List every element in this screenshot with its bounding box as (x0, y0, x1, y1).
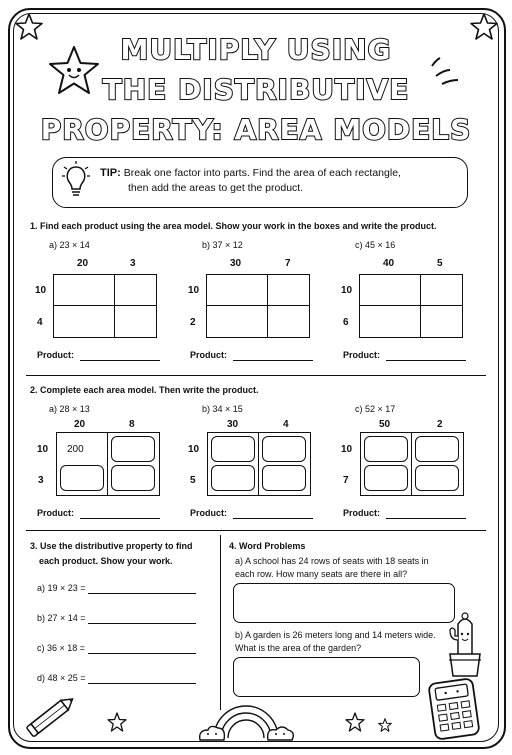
product-answer-line[interactable] (386, 518, 466, 519)
answer-line[interactable] (88, 653, 196, 654)
star-icon (378, 718, 392, 732)
problem-1c-label: c) 45 × 16 (355, 240, 396, 250)
answer-line[interactable] (88, 623, 196, 624)
part3-heading-line-1: 3. Use the distributive property to find (30, 541, 193, 551)
problem-2b-label: b) 34 × 15 (202, 404, 243, 414)
problem-2a-label: a) 28 × 13 (49, 404, 90, 414)
title-line-3: PROPERTY: AREA MODELS (40, 113, 472, 146)
part3-heading-line-2: each product. Show your work. (39, 556, 173, 566)
answer-box[interactable] (111, 436, 155, 462)
top-label: 5 (437, 258, 443, 269)
product-label: Product: (190, 350, 227, 360)
tip-text (100, 165, 460, 181)
problem-1a-label: a) 23 × 14 (49, 240, 90, 250)
area-model-grid (53, 274, 157, 338)
side-label: 3 (38, 475, 44, 486)
top-label: 30 (227, 419, 239, 430)
title-line-2: THE DISTRIBUTIVE (102, 73, 410, 106)
pencil-icon (24, 690, 80, 740)
side-label: 10 (341, 285, 353, 296)
part2-heading: 2. Complete each area model. Then write the product. (30, 385, 259, 395)
title-line-1: MULTIPLY USING (120, 33, 392, 66)
top-label: 20 (77, 258, 89, 269)
side-label: 6 (343, 317, 349, 328)
side-label: 10 (37, 444, 49, 455)
product-answer-line[interactable] (233, 518, 313, 519)
tip-line-1: Break one factor into parts. Find the area of each rectangle, (123, 167, 401, 179)
answer-box[interactable] (415, 465, 459, 491)
product-answer-line[interactable] (80, 518, 160, 519)
section-divider (26, 530, 486, 531)
given-area-value: 200 (67, 444, 84, 455)
top-label: 3 (130, 258, 136, 269)
product-label: Product: (37, 508, 74, 518)
side-label: 5 (190, 475, 196, 486)
product-answer-line[interactable] (233, 360, 313, 361)
star-face-icon (46, 44, 102, 100)
calculator-icon (428, 678, 482, 740)
side-label: 2 (190, 317, 196, 328)
product-label: Product: (37, 350, 74, 360)
area-model-grid (359, 274, 463, 338)
part1-heading: 1. Find each product using the area model. Show your work in the boxes and write the product. (30, 221, 437, 231)
section-divider (26, 375, 486, 376)
sparkle-icon (428, 56, 464, 86)
product-label: Product: (190, 508, 227, 518)
product-label: Product: (343, 350, 380, 360)
side-label: 10 (188, 444, 200, 455)
side-label: 4 (37, 317, 43, 328)
answer-box[interactable] (111, 465, 155, 491)
tip-label: TIP: (100, 167, 121, 179)
product-answer-line[interactable] (386, 360, 466, 361)
top-label: 40 (383, 258, 395, 269)
problem-2c-label: c) 52 × 17 (355, 404, 396, 414)
answer-line[interactable] (88, 683, 196, 684)
top-label: 50 (379, 419, 391, 430)
tip-line-2: then add the areas to get the product. (128, 182, 304, 194)
side-label: 10 (35, 285, 47, 296)
part3-item-b: b) 27 × 14 = (37, 613, 86, 623)
part3-item-c: c) 36 × 18 = (37, 643, 86, 653)
part3-item-a: a) 19 × 23 = (37, 583, 86, 593)
answer-box[interactable] (364, 465, 408, 491)
lightbulb-icon (62, 161, 90, 201)
star-icon (345, 712, 365, 732)
word-problem-b-line-2: What is the area of the garden? (235, 643, 362, 653)
top-label: 20 (74, 419, 86, 430)
top-label: 7 (285, 258, 291, 269)
product-label: Product: (343, 508, 380, 518)
answer-box[interactable] (211, 436, 255, 462)
problem-1b-label: b) 37 × 12 (202, 240, 243, 250)
word-problem-a-line-1: a) A school has 24 rows of seats with 18 seats in (235, 556, 429, 566)
answer-box[interactable] (233, 657, 420, 697)
part3-item-d: d) 48 × 25 = (37, 673, 86, 683)
answer-box[interactable] (364, 436, 408, 462)
part4-heading: 4. Word Problems (229, 541, 306, 551)
answer-box[interactable] (233, 583, 455, 623)
top-label: 4 (283, 419, 289, 430)
word-problem-a-line-2: each row. How many seats are there in all? (235, 569, 408, 579)
side-label: 7 (343, 475, 349, 486)
answer-box[interactable] (262, 465, 306, 491)
side-label: 10 (341, 444, 353, 455)
column-divider (220, 535, 221, 710)
top-label: 30 (230, 258, 242, 269)
side-label: 10 (188, 285, 200, 296)
area-model-grid (206, 274, 310, 338)
answer-box[interactable] (211, 465, 255, 491)
top-label: 2 (437, 419, 443, 430)
answer-box[interactable] (60, 465, 104, 491)
answer-line[interactable] (88, 593, 196, 594)
star-icon (107, 712, 127, 732)
word-problem-b-line-1: b) A garden is 26 meters long and 14 meters wide. (235, 630, 436, 640)
rainbow-icon (196, 700, 296, 742)
cactus-icon (444, 610, 486, 682)
top-label: 8 (129, 419, 135, 430)
answer-box[interactable] (262, 436, 306, 462)
answer-box[interactable] (415, 436, 459, 462)
product-answer-line[interactable] (80, 360, 160, 361)
